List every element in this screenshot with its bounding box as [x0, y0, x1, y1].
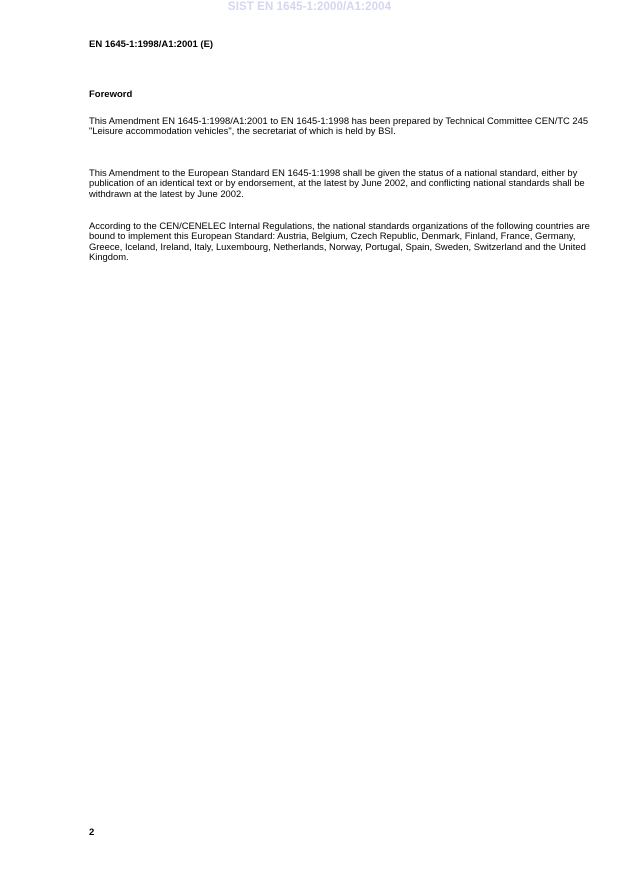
watermark: SIST EN 1645-1:2000/A1:2004: [227, 1, 392, 13]
foreword-paragraph-1: This Amendment EN 1645-1:1998/A1:2001 to EN 1645-1:1998 has been prepared by Technical Committee CEN/TC 245 "Leisure accommodation vehicles", the secretariat of which is held by BSI.: [89, 115, 589, 137]
section-title: Foreword: [89, 89, 133, 100]
foreword-paragraph-2: This Amendment to the European Standard EN 1645-1:1998 shall be given the status of a national standard, either by publication of an identical text or by endorsement, at the latest by June 2002, and conflicting national standards shall be withdrawn at the latest by June 2002.: [89, 167, 585, 199]
foreword-paragraph-3: According to the CEN/CENELEC Internal Regulations, the national standards organizations of the following countries are bound to implement this European Standard: Austria, Belgium, Czech Republic, Denmark, Finland, France, Germany, Greece, Iceland, Ireland, Italy, Luxembourg, Netherlands, Norway, Portugal, Spain, Sweden, Switzerland and the United Kingdom.: [89, 220, 590, 263]
document-id: EN 1645-1:1998/A1:2001 (E): [89, 39, 214, 50]
page-number: 2: [89, 827, 95, 838]
